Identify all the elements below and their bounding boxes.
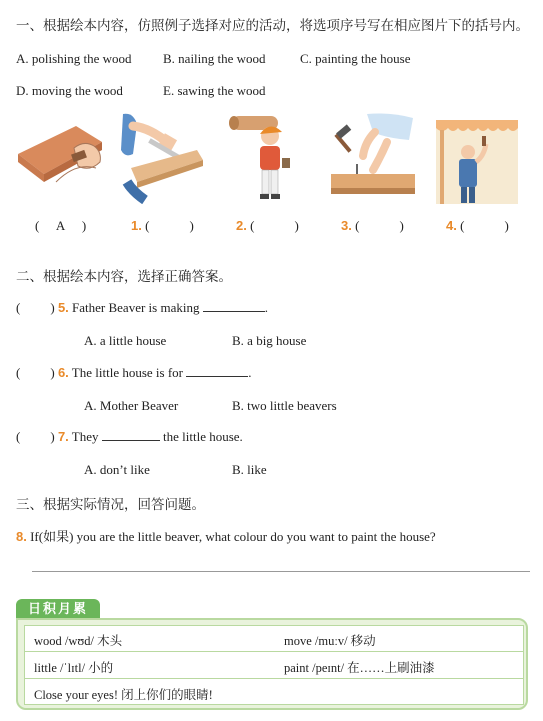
vocab-entry-little: little /ˈlɪtl/ 小的: [34, 661, 114, 675]
vocab-divider: [24, 678, 524, 679]
vocab-entry-paint: paint /peɪnt/ 在……上刷油漆: [284, 661, 435, 675]
option-b: B. nailing the wood: [163, 51, 266, 66]
question-7-blank: [102, 429, 160, 441]
vocab-title: 日积月累: [16, 599, 100, 619]
question-8: 8. If(如果) you are the little beaver, what colour do you want to paint the house?: [16, 529, 436, 544]
question-5-blank: [203, 300, 265, 312]
section3-heading: 三、根据实际情况，回答问题。: [16, 497, 205, 512]
answer-1[interactable]: 1. ( ): [131, 218, 194, 233]
picture-nailing-wood: [327, 112, 417, 204]
vocab-entry-move: move /muːv/ 移动: [284, 634, 376, 648]
vocab-entry-close-eyes: Close your eyes! 闭上你们的眼睛!: [34, 688, 213, 702]
question-6: ( ) 6. The little house is for .: [16, 365, 252, 380]
picture-sawing-wood: [117, 112, 207, 204]
question-5-option-a[interactable]: A. a little house: [84, 333, 167, 348]
option-a: A. polishing the wood: [16, 51, 132, 66]
question-7: ( ) 7. They the little house.: [16, 429, 243, 444]
question-6-option-a[interactable]: A. Mother Beaver: [84, 398, 179, 413]
section1-heading: 一、根据绘本内容，仿照例子选择对应的活动，将选项序号写在相应图片下的括号内。: [16, 18, 529, 33]
question-5: ( ) 5. Father Beaver is making .: [16, 300, 268, 315]
question-8-answer-line[interactable]: [32, 571, 530, 572]
picture-polishing-wood: [16, 112, 106, 204]
question-6-option-b[interactable]: B. two little beavers: [232, 398, 337, 413]
section2-heading: 二、根据绘本内容，选择正确答案。: [16, 269, 232, 284]
picture-moving-wood: [222, 112, 312, 204]
option-c: C. painting the house: [300, 51, 411, 66]
question-7-option-a[interactable]: A. don’t like: [84, 462, 150, 477]
vocab-entry-wood: wood /wʊd/ 木头: [34, 634, 123, 648]
answer-example-value: A: [55, 218, 66, 233]
option-d: D. moving the wood: [16, 83, 123, 98]
question-7-option-b[interactable]: B. like: [232, 462, 267, 477]
option-e: E. sawing the wood: [163, 83, 266, 98]
answer-example: ( A ): [35, 218, 87, 233]
picture-painting-house: [432, 112, 522, 204]
question-5-option-b[interactable]: B. a big house: [232, 333, 307, 348]
answer-4[interactable]: 4. ( ): [446, 218, 509, 233]
vocab-divider: [24, 651, 524, 652]
question-6-blank: [186, 365, 248, 377]
answer-3[interactable]: 3. ( ): [341, 218, 404, 233]
answer-2[interactable]: 2. ( ): [236, 218, 299, 233]
